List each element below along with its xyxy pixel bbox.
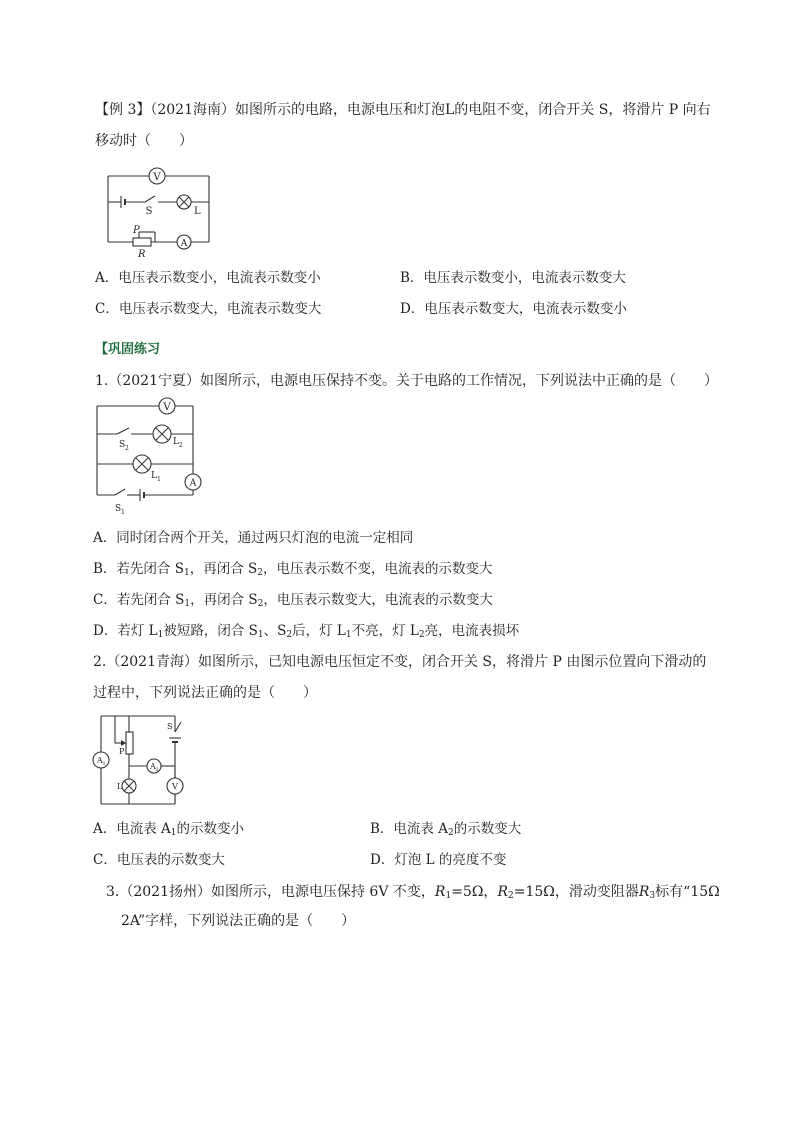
practice-header: 【巩固练习: [95, 342, 161, 357]
example3-stem-line1: 【例 3】（2021海南）如图所示的电路，电源电压和灯泡L的电阻不变，闭合开关 S，将滑片 P 向右: [95, 102, 711, 118]
q2-stem-line2: 过程中，下列说法正确的是（ ）: [93, 685, 317, 701]
switch2-label: S: [119, 440, 126, 450]
example3-option-d: D．电压表示数变大，电流表示数变小: [400, 301, 627, 317]
q1-option-a: A．同时闭合两个开关，通过两只灯泡的电流一定相同: [93, 530, 414, 546]
voltmeter-label: V: [172, 782, 178, 791]
slider-label: P: [133, 225, 140, 236]
switch-label: S: [167, 722, 173, 731]
q2-stem-line1: 2.（2021青海）如图所示，已知电源电压恒定不变，闭合开关 S，将滑片 P 由图示位置向下滑动的: [93, 654, 707, 670]
lamp1-sub: 1: [157, 476, 161, 483]
ammeter1-sub: 1: [102, 761, 106, 767]
ammeter2-sub: 2: [155, 767, 159, 773]
slider-label: P: [119, 747, 125, 756]
lamp2-label: L: [173, 437, 179, 447]
q2-option-d: D．灯泡 L 的亮度不变: [370, 852, 507, 868]
rheostat-label: R: [138, 249, 146, 260]
example3-stem-line2: 移动时（ ）: [95, 133, 193, 149]
q2-option-c: C．电压表的示数变大: [93, 852, 225, 868]
q1-option-b: B．若先闭合 $S_1$，再闭合 $S_2$，电压表示数不变，电流表的示数变大: [93, 561, 493, 578]
ammeter-label: A: [189, 478, 197, 489]
example3-option-b: B．电压表示数变小，电流表示数变大: [400, 270, 626, 286]
example3-circuit-diagram: [95, 160, 225, 260]
q2-circuit-diagram: [93, 712, 193, 808]
ammeter2-label: A: [150, 762, 156, 771]
q3-stem-line1: 3.（2021扬州）如图所示，电源电压保持 6V 不变，$R_1=5\Omega$，$R_2=15\Omega$，滑动变阻器$R_3$标有“15Ω: [106, 884, 720, 901]
q1-option-d: D．若灯 $L_1$被短路，闭合 $S_1$、$S_2$后，灯 $L_1$不亮，灯 $L_2$亮，电流表损坏: [93, 623, 520, 640]
example3-option-c: C．电压表示数变大，电流表示数变大: [95, 301, 322, 317]
ammeter-label: A: [180, 239, 188, 249]
q3-stem-line2: 2A”字样，下列说法正确的是（ ）: [121, 913, 356, 929]
ammeter1-label: A: [97, 756, 103, 765]
lamp1-label: L: [151, 471, 157, 481]
voltmeter-label: V: [153, 172, 161, 183]
q2-option-a: A．电流表 $A_1$的示数变小: [93, 821, 245, 838]
switch1-label: S: [115, 504, 122, 514]
switch2-sub: 2: [125, 445, 129, 452]
example3-option-a: A．电压表示数变小，电流表示数变小: [95, 270, 321, 286]
q1-circuit-diagram: [95, 398, 210, 518]
switch1-sub: 1: [121, 509, 125, 516]
voltmeter-label: V: [163, 402, 171, 413]
lamp-label: L: [194, 206, 201, 217]
switch-label: S: [145, 206, 153, 217]
lamp-label: L: [117, 782, 123, 791]
q1-option-c: C．若先闭合 $S_1$，再闭合 $S_2$，电压表示数变大，电流表的示数变大: [93, 592, 493, 609]
q2-option-b: B．电流表 $A_2$的示数变大: [370, 821, 522, 838]
q1-stem: 1.（2021宁夏）如图所示，电源电压保持不变。关于电路的工作情况，下列说法中正确的是（ ）: [95, 373, 718, 389]
lamp2-sub: 2: [179, 442, 183, 449]
